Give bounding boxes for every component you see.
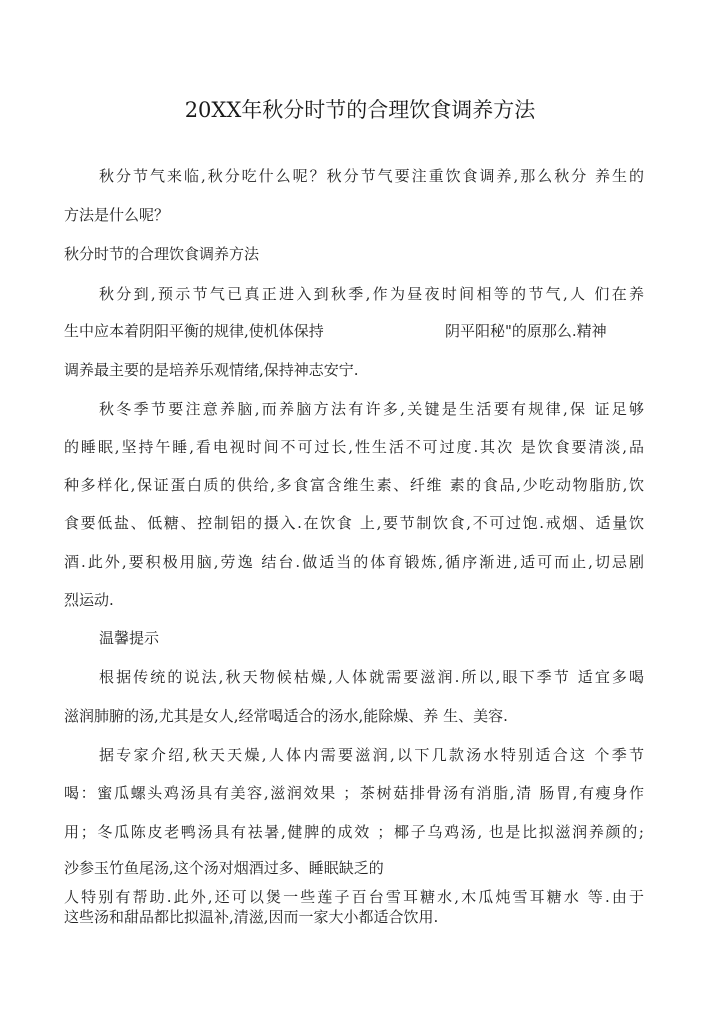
paragraph-line: 方法是什么呢？ <box>64 206 170 224</box>
paragraph-line: 种多样化,保证蛋白质的供给,多食富含维生素、纤维 素的食品,少吃动物脂肪,饮 <box>64 476 644 494</box>
paragraph-line: 食要低盐、低糖、控制铝的摄入.在饮食 上,要节制饮食,不可过饱.戒烟、适量饮 <box>64 514 644 532</box>
paragraph-line: 秋冬季节要注意养脑,而养脑方法有许多,关键是生活要有规律,保 证足够 <box>99 400 644 418</box>
paragraph-line: 秋分到,预示节气已真正进入到秋季,作为昼夜时间相等的节气,人 们在养 <box>99 285 644 303</box>
paragraph-line: 调养最主要的是培养乐观情绪,保持神志安宁. <box>64 361 359 379</box>
paragraph-line: 滋润肺腑的汤,尤其是女人,经常喝适合的汤水,能除燥、养 生、美容. <box>64 707 508 725</box>
paragraph-line: 酒.此外,要积极用脑,劳逸 结台.做适当的体育锻炼,循序渐进,适可而止,切忌剧 <box>64 553 644 571</box>
document-title: 20XX年秋分时节的合理饮食调养方法 <box>184 98 536 122</box>
paragraph-line: 烈运动. <box>64 591 114 609</box>
paragraph-line: 的睡眠,坚持午睡,看电视时间不可过长,性生活不可过度.其次 是饮食要清淡,品 <box>64 438 644 456</box>
paragraph-line: 生中应本着阴阳平衡的规律,使机体保持 <box>64 322 324 340</box>
paragraph-line: 用；冬瓜陈皮老鸭汤具有祛暑,健脾的成效 ；椰子乌鸡汤, 也是比拟滋润养颜的; <box>64 823 644 841</box>
paragraph-line: 阴平阳秘"的原那么.精神 <box>445 322 607 340</box>
paragraph-line: 秋分节气来临,秋分吃什么呢？秋分节气要注重饮食调养,那么秋分 养生的 <box>99 167 644 185</box>
paragraph-line: 据专家介绍,秋天天燥,人体内需要滋润,以下几款汤水特别适合这 个季节 <box>99 746 644 764</box>
section-heading: 温馨提示 <box>99 629 160 647</box>
paragraph-line: 喝：蜜瓜螺头鸡汤具有美容,滋润效果 ；茶树菇排骨汤有消脂,清 肠胃,有瘦身作 <box>64 784 644 802</box>
section-heading: 秋分时节的合理饮食调养方法 <box>64 245 260 263</box>
paragraph-line: 沙参玉竹鱼尾汤,这个汤对烟酒过多、睡眠缺乏的 <box>64 859 384 877</box>
paragraph-line: 人特别有帮助.此外,还可以煲一些莲子百台雪耳糖水,木瓜炖雪耳糖水 等.由于 <box>64 888 644 906</box>
paragraph-line: 根据传统的说法,秋天物候枯燥,人体就需要滋润.所以,眼下季节 适宜多喝 <box>99 668 644 686</box>
paragraph-line: 这些汤和甜品都比拟温补,清滋,因而一家大小都适合饮用. <box>64 908 439 926</box>
